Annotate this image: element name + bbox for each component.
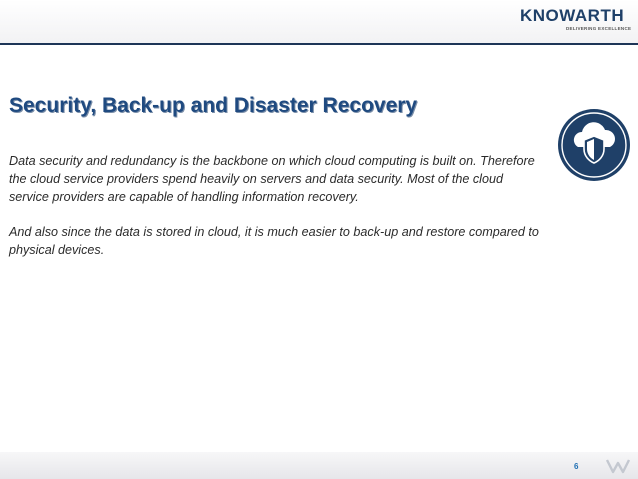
knowarth-logo <box>520 6 632 36</box>
slide-body <box>9 153 544 278</box>
slide-title: Security, Back-up and Disaster Recovery <box>9 94 418 117</box>
header-divider <box>0 43 638 45</box>
logo-tagline: DELIVERING EXCELLENCE <box>566 26 632 31</box>
footer-band <box>0 452 638 479</box>
paragraph-1: Data security and redundancy is the backbone on which cloud computing is built on. Therefore the cloud service providers spend heavily on servers and data security. Most of the cloud service providers are capable of handling information recovery. <box>9 154 535 204</box>
footer-logo-icon <box>605 457 631 475</box>
logo-wordmark: KNOWARTH <box>520 6 625 25</box>
page-number: 6 <box>574 462 579 471</box>
paragraph-2: And also since the data is stored in cloud, it is much easier to back-up and restore compared to physical devices. <box>9 225 539 258</box>
cloud-shield-icon <box>556 107 632 183</box>
